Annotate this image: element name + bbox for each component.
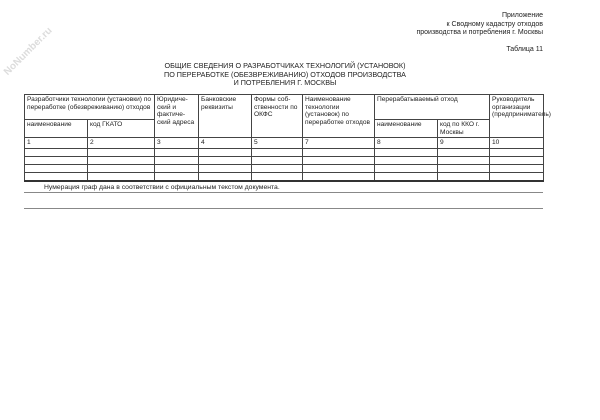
col-number: 10 <box>490 138 544 149</box>
appendix-line: к Сводному кадастру отходов <box>446 20 543 28</box>
developers-table <box>24 94 551 182</box>
table-row <box>25 148 544 156</box>
col-number: 7 <box>303 138 375 149</box>
divider <box>24 192 543 193</box>
header-bank: Банковские реквизиты <box>199 95 252 138</box>
watermark: NoNumber.ru <box>2 25 55 78</box>
header-waste: Перерабатываемый отход <box>375 95 490 120</box>
header-developers: Разработчики технологии (установки) по переработке (обезвреживанию) отходов <box>25 95 155 120</box>
col-number: 2 <box>88 138 155 149</box>
col-number: 9 <box>438 138 490 149</box>
header-head: Руководитель организации (предприниматель) <box>490 95 544 138</box>
footnote: Нумерация граф дана в соответствии с официальным текстом документа. <box>44 184 280 191</box>
title-line: ПО ПЕРЕРАБОТКЕ (ОБЕЗВРЕЖИВАНИЮ) ОТХОДОВ ПРОИЗВОДСТВА <box>164 69 406 79</box>
title-line: ОБЩИЕ СВЕДЕНИЯ О РАЗРАБОТЧИКАХ ТЕХНОЛОГИЙ (УСТАНОВОК) <box>164 61 406 70</box>
table-row <box>25 172 544 181</box>
title-line: И ПОТРЕБЛЕНИЯ Г. МОСКВЫ <box>233 78 337 87</box>
header-okfs: Формы соб-ственности по ОКФС <box>252 95 303 138</box>
divider <box>24 208 543 209</box>
appendix-line: Приложение <box>501 12 543 19</box>
table-row <box>25 164 544 172</box>
table-label: Таблица 11 <box>506 46 543 53</box>
appendix-line: производства и потребления г. Москвы <box>416 29 543 36</box>
document-title <box>0 62 570 88</box>
col-number: 4 <box>199 138 252 149</box>
col-number: 3 <box>155 138 199 149</box>
col-number: 5 <box>252 138 303 149</box>
col-number: 8 <box>375 138 438 149</box>
header-waste-name: наименование <box>375 120 438 138</box>
header-dev-code: код ГКАТО <box>88 120 155 138</box>
table-row <box>25 156 544 164</box>
header-technology: Наименование технологии (установок) по переработке отходов <box>303 95 375 138</box>
header-address: Юридиче-ский и фактиче-ский адреса <box>155 95 199 138</box>
header-dev-name: наименование <box>25 120 88 138</box>
appendix-note <box>416 12 543 38</box>
header-waste-code: код по ККО г. Москвы <box>438 120 490 138</box>
col-number: 1 <box>25 138 88 149</box>
